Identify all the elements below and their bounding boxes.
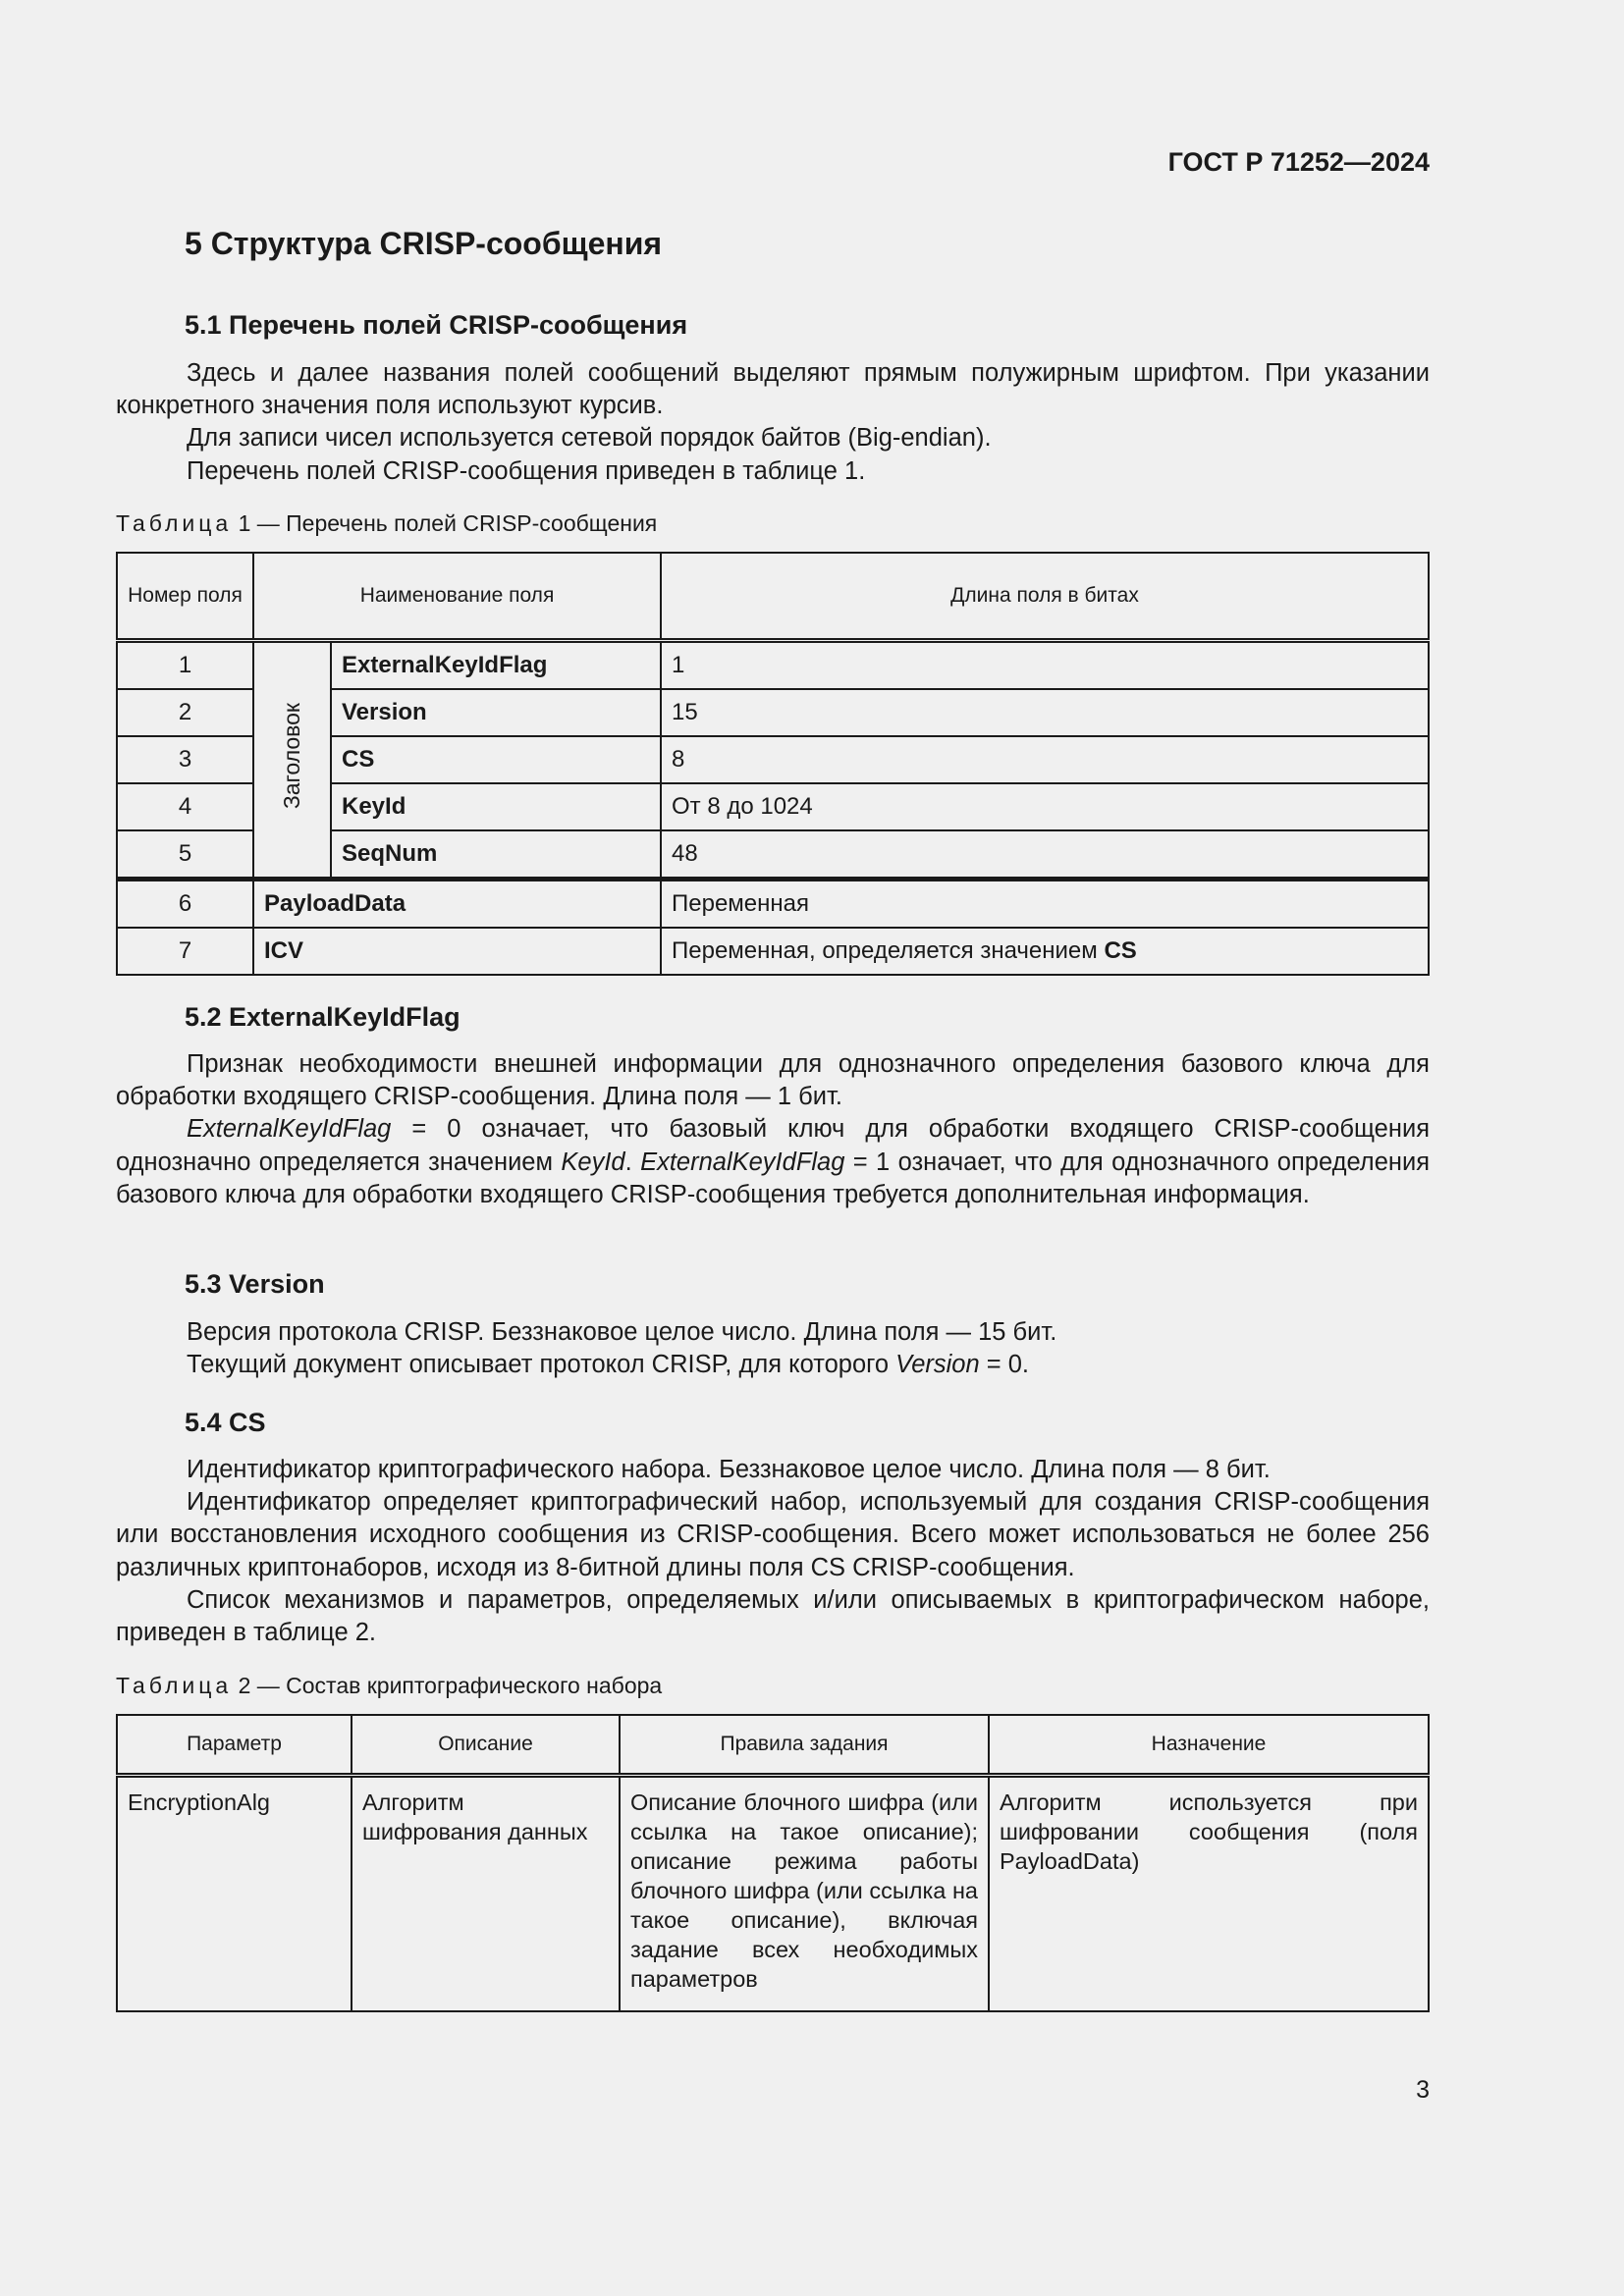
text-run: ExternalKeyIdFlag: [640, 1148, 845, 1176]
field-name: KeyId: [331, 783, 661, 830]
text-run: = 1 означает, что для однозначного определения базового ключа для обработки входящего CRISP-сообщения требуется дополнительная информация.: [116, 1148, 1431, 1208]
subsection-5-3-text: [116, 1316, 1430, 1381]
row-number: 1: [117, 641, 253, 690]
subsection-title-5-1: 5.1 Перечень полей CRISP-сообщения: [185, 310, 688, 340]
paragraph: [116, 1349, 1430, 1381]
table2-caption: [116, 1673, 662, 1699]
header-parameter: Параметр: [117, 1715, 352, 1776]
row-number: 3: [117, 736, 253, 783]
table-header-row: [117, 553, 1429, 641]
table1-caption-text: 1 — Перечень полей CRISP-сообщения: [232, 510, 658, 536]
paragraph: [116, 1048, 1430, 1113]
paragraph: [116, 1486, 1430, 1584]
table2-caption-prefix: Таблица: [116, 1673, 233, 1698]
field-name: SeqNum: [331, 830, 661, 880]
text-run: = 0 означает, что базовый ключ для обработки входящего CRISP-сообщения однозначно определяется значением: [116, 1115, 1430, 1176]
text-run: Версия протокола CRISP. Беззнаковое целое число. Длина поля — 15 бит.: [187, 1318, 1057, 1346]
field-name: ExternalKeyIdFlag: [331, 641, 661, 690]
text-run: Для записи чисел используется сетевой порядок байтов (Big-endian).: [187, 424, 992, 453]
subsection-title-5-2: 5.2 ExternalKeyIdFlag: [185, 1002, 460, 1032]
row-number: 4: [117, 783, 253, 830]
header-field-length: Длина поля в битах: [661, 553, 1429, 641]
header-purpose: Назначение: [989, 1715, 1429, 1776]
field-length: 48: [661, 830, 1429, 880]
document-id-header: ГОСТ Р 71252—2024: [1167, 147, 1430, 177]
text-run: Идентификатор определяет криптографический набор, используемый для создания CRISP-сообщения или восстановления исходного сообщения из CRISP-сообщения. Всего может использоваться не более 256 различных криптонаборов, исходя из 8-битной длины поля CS CRISP-сообщения.: [116, 1488, 1430, 1581]
table1-caption: [116, 510, 657, 537]
field-name: Version: [331, 689, 661, 736]
field-length: 8: [661, 736, 1429, 783]
text-run: ExternalKeyIdFlag: [187, 1115, 392, 1144]
table-fields: [116, 552, 1430, 976]
text-run: Идентификатор криптографического набора. Беззнаковое целое число. Длина поля — 8 бит.: [187, 1456, 1271, 1483]
paragraph: [116, 1113, 1430, 1211]
page-number: 3: [1416, 2076, 1430, 2104]
text-run: .: [624, 1148, 641, 1176]
table-row: [117, 928, 1429, 975]
field-length: 15: [661, 689, 1429, 736]
field-length: [661, 928, 1429, 975]
text-run: Текущий документ описывает протокол CRISP, для которого: [187, 1351, 896, 1379]
subsection-title-5-3: 5.3 Version: [185, 1269, 325, 1299]
table-header-row: [117, 1715, 1429, 1776]
paragraph: [116, 455, 1430, 488]
header-description: Описание: [352, 1715, 620, 1776]
paragraph: [116, 1584, 1430, 1649]
text-run: Version: [895, 1351, 980, 1379]
group-label: Заголовок: [279, 703, 304, 810]
field-length-text: Переменная, определяется значением: [672, 937, 1105, 964]
parameter-cell: EncryptionAlg: [117, 1776, 352, 2011]
row-number: 6: [117, 880, 253, 929]
subsection-5-2-text: [116, 1048, 1430, 1211]
paragraph: [116, 1316, 1430, 1349]
rules-cell: Описание блочного шифра (или ссылка на такое описание); описание режима работы блочного шифра (или ссылка на такое описание), включая задание всех необходимых параметров: [620, 1776, 989, 2011]
table-crypto-suite: [116, 1714, 1430, 2012]
subsection-title-5-4: 5.4 CS: [185, 1408, 266, 1437]
field-length: От 8 до 1024: [661, 783, 1429, 830]
field-name: CS: [331, 736, 661, 783]
text-run: Здесь и далее названия полей сообщений выделяют прямым полужирным шрифтом. При указании конкретного значения поля используют курсив.: [116, 359, 1430, 420]
text-run: Список механизмов и параметров, определяемых и/или описываемых в криптографическом наборе, приведен в таблице 2.: [116, 1585, 1430, 1647]
table-row: [117, 641, 1429, 690]
group-header-cell: [253, 641, 331, 880]
header-rules: Правила задания: [620, 1715, 989, 1776]
header-field-name: Наименование поля: [253, 553, 661, 641]
text-run: Признак необходимости внешней информации для однозначного определения базового ключа для обработки входящего CRISP-сообщения. Длина поля — 1 бит.: [116, 1050, 1430, 1111]
field-length: 1: [661, 641, 1429, 690]
paragraph: [116, 1454, 1430, 1486]
description-cell: Алгоритм шифрования данных: [352, 1776, 620, 2011]
row-number: 7: [117, 928, 253, 975]
paragraph: [116, 357, 1430, 422]
table2-caption-text: 2 — Состав криптографического набора: [232, 1673, 663, 1698]
purpose-cell: Алгоритм используется при шифровании сообщения (поля PayloadData): [989, 1776, 1429, 2011]
table1-caption-prefix: Таблица: [116, 510, 233, 536]
field-length: Переменная: [661, 880, 1429, 929]
subsection-5-1-text: [116, 357, 1430, 488]
text-run: KeyId: [561, 1148, 625, 1176]
text-run: = 0.: [979, 1351, 1029, 1379]
field-length-bold: CS: [1104, 937, 1137, 964]
table-row: [117, 880, 1429, 929]
row-number: 5: [117, 830, 253, 880]
header-field-number: Номер поля: [117, 553, 253, 641]
table-row: [117, 1776, 1429, 2011]
subsection-5-4-text: [116, 1454, 1430, 1649]
field-name: ICV: [253, 928, 661, 975]
paragraph: [116, 422, 1430, 454]
section-title: 5 Структура CRISP-сообщения: [185, 226, 663, 261]
text-run: Перечень полей CRISP-сообщения приведен в таблице 1.: [187, 456, 866, 485]
row-number: 2: [117, 689, 253, 736]
field-name: PayloadData: [253, 880, 661, 929]
